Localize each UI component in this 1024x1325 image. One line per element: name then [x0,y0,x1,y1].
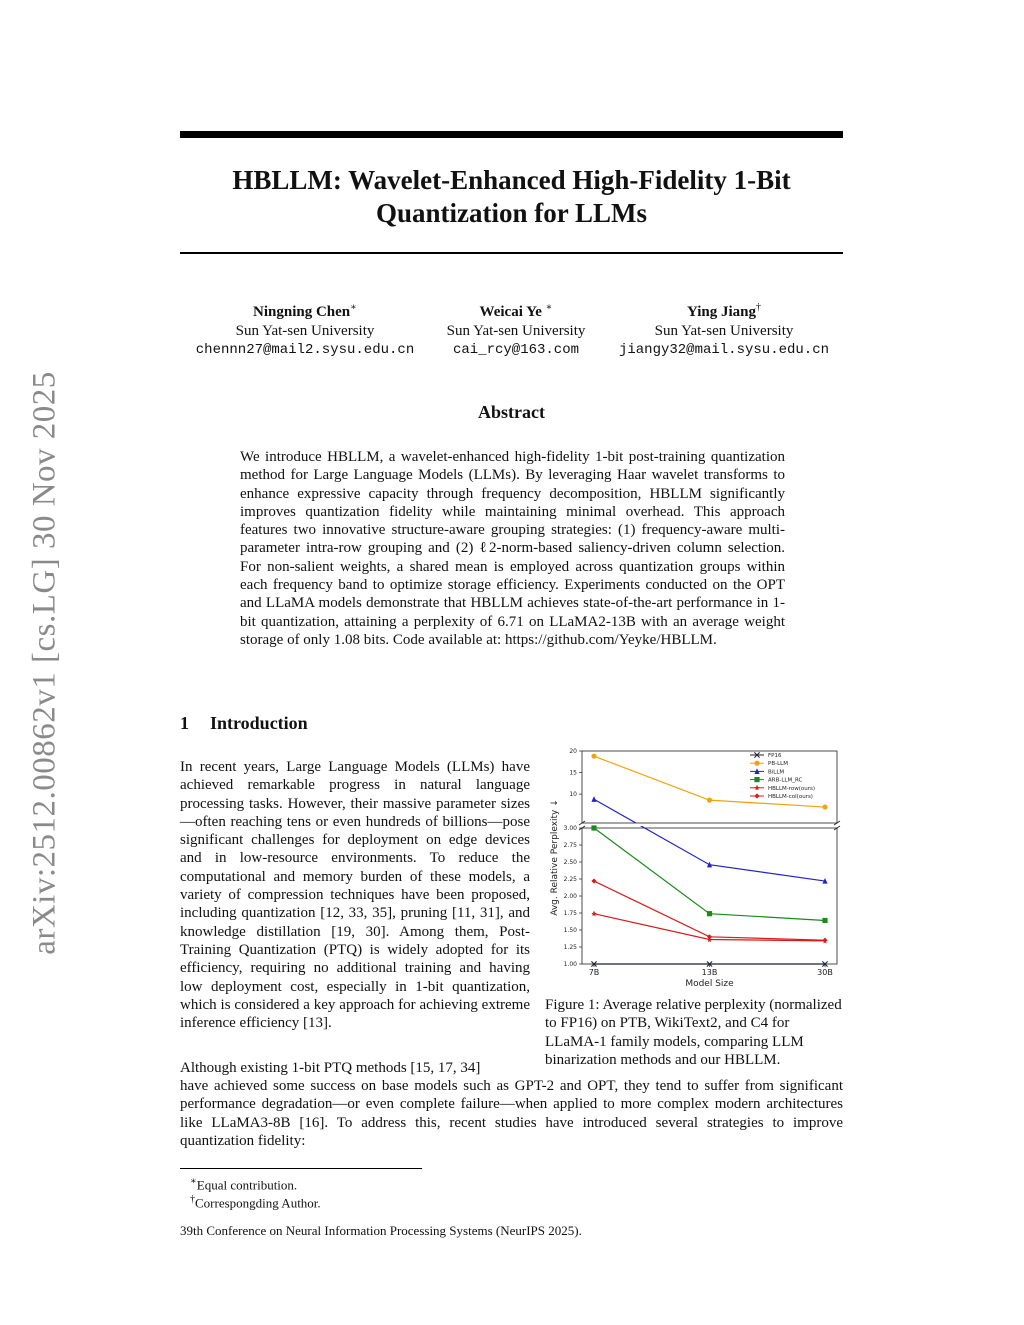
point-hbllm-col-ours-marker [591,878,596,883]
author-mark: ∗ [350,302,357,313]
author-name: Weicai Ye [479,304,542,320]
section-title: Introduction [210,713,308,733]
series-line-hbllm-col-ours [594,881,825,940]
series-hbllm-col-ours [594,881,825,940]
point-arb-llm-rc-marker [707,911,712,916]
author-email[interactable]: chennn27@mail2.sysu.edu.cn [195,342,415,358]
x-tick-label: 13B [701,968,718,977]
y-tick-label: 2.00 [563,893,577,900]
x-tick-label: 30B [817,968,833,977]
footnote-2 [190,1191,321,1211]
series-line-hbllm-col-ours [594,881,825,940]
x-axis-label: Model Size [685,979,734,989]
legend-label-hbllm-col-ours: HBLLM-col(ours) [768,794,813,800]
intro-paragraph-1: In recent years, Large Language Models (LLMs) have achieved remarkable progress in natural language processing tasks. However, their massive parameter sizes—often reaching tens or even hundreds of billions—pose significant challenges for deployment on edge devices and in low-resource environments. To reduce the computational and memory burden of these models, a variety of compression techniques have been proposed, including quantization [12, 33, 35], pruning [11, 31], and knowledge distillation [19, 30]. Among them, Post-Training Quantization (PTQ) is widely adopted for its efficiency, requiring no additional training and having low deployment cost, especially in 1-bit quantization, which is considered a key approach for achieving extreme inference efficiency [13]. [180,759,530,1032]
y-tick-label: 1.75 [563,910,577,917]
series-arb-llm-rc [594,828,825,920]
section-number: 1 [180,713,189,733]
author-name: Ningning Chen [253,304,351,320]
legend-label-pb-llm: PB-LLM [768,761,788,768]
y-tick-label: 2.50 [563,859,577,866]
title-top-rule [180,131,843,138]
perplexity-chart [545,745,843,995]
author-email[interactable]: jiangy32@mail.sysu.edu.cn [618,342,830,358]
section-heading [180,713,308,734]
venue-note: 39th Conference on Neural Information Processing Systems (NeurIPS 2025). [180,1223,582,1238]
author-affiliation: Sun Yat-sen University [235,323,375,339]
point-billm-marker [591,796,596,802]
y-tick-label: 2.25 [563,876,577,883]
y-tick-label: 10 [569,791,577,799]
series-line-arb-llm-rc [594,828,825,920]
point-hbllm-col-ours-marker [822,938,827,943]
author-affiliation: Sun Yat-sen University [446,323,586,339]
y-tick-label: 1.50 [563,927,577,934]
author-name: Ying Jiang [686,304,757,320]
footnote-mark: ∗ [190,1176,197,1187]
author-affiliation: Sun Yat-sen University [654,323,794,339]
author-mark: ∗ [545,302,553,313]
point-arb-llm-rc-marker [822,918,827,923]
footnote-rule [180,1168,422,1169]
series-line-arb-llm-rc [594,828,825,920]
y-tick-label: 1.00 [563,961,577,968]
footnote-text: Correspongding Author. [195,1195,321,1211]
legend-label-hbllm-row-ours: HBLLM-row(ours) [768,785,816,792]
paper-title: HBLLM: Wavelet-Enhanced High-Fidelity 1-Bit Quantization for LLMs [232,165,791,228]
series-billm [594,799,825,881]
footnote-mark: † [190,1194,195,1205]
author-mark: † [756,302,762,313]
point-pb-llm-marker [591,754,596,759]
title-bottom-rule [180,252,843,254]
legend-pb-llm-marker [754,761,759,766]
series-markers-hbllm-col-ours [591,878,827,942]
series-markers-billm [591,796,827,883]
point-hbllm-row-ours-marker [591,911,596,917]
legend-hbllm-row-ours-marker [754,785,759,791]
legend-hbllm-col-ours-marker [754,793,759,798]
point-pb-llm-marker [822,804,827,809]
legend [750,752,815,800]
legend-arb-llm-rc-marker [754,777,759,782]
author-1 [188,298,422,360]
figure-caption: Figure 1: Average relative perplexity (normalized to FP16) on PTB, WikiText2, and C4 for LLaMA-1 family models, comparing LLM binarization methods and our HBLLM. [545,997,842,1068]
point-pb-llm-marker [707,798,712,803]
series-hbllm-col-ours [594,881,825,940]
footnote-text: Equal contribution. [196,1177,298,1193]
author-3 [610,298,838,360]
y-tick-label: 3.00 [563,825,577,832]
intro-paragraph-2-rest: have achieved some success on base models such as GPT-2 and OPT, they tend to suffer from significant performance degradation—or even complete failure—when applied to more complex modern architectures like LLaMA3-8B [16]. To address this, recent studies have introduced several strategies to improve quantization fidelity: [180,1078,843,1149]
series-arb-llm-rc [594,828,825,920]
y-tick-label: 15 [569,769,577,777]
legend-label-billm: BiLLM [768,769,785,776]
arxiv-side-stamp [18,365,72,960]
x-tick-label: 7B [588,968,600,977]
y-tick-label: 1.25 [563,944,577,951]
series-markers-arb-llm-rc [591,825,827,923]
y-tick-label: 2.75 [563,842,577,849]
intro-paragraph-2-lead: Although existing 1-bit PTQ methods [15, 17, 34] [180,1060,481,1076]
y-tick-label: 20 [569,748,577,755]
abstract-text: We introduce HBLLM, a wavelet-enhanced high-fidelity 1-bit post-training quantization method for Large Language Models (LLMs). By leveraging Haar wavelet transforms to enhance expressive capacity through frequency decomposition, HBLLM significantly improves quantization fidelity while maintaining minimal overhead. This approach features two innovative structure-aware grouping strategies: (1) frequency-aware multi-parameter intra-row grouping and (2) ℓ2-norm-based saliency-driven column selection. For non-salient weights, a shared mean is employed across quantization groups within each frequency band to optimize storage efficiency. Experiments conducted on the OPT and LLaMA models demonstrate that HBLLM achieves state-of-the-art performance in 1-bit quantization, attaining a perplexity of 6.71 on LLaMA2-13B with an average weight storage of only 1.08 bits. Code available at: https://github.com/Yeyke/HBLLM. [240,449,785,648]
y-axis-label: Avg. Relative Perplexity ↓ [550,799,560,916]
legend-label-arb-llm-rc: ARB-LLM_RC [768,777,803,784]
abstract-heading: Abstract [478,402,545,422]
point-arb-llm-rc-marker [591,825,596,830]
series-line-billm [594,799,825,881]
author-2 [430,298,602,360]
legend-label-fp16: FP16 [768,753,782,759]
series-line-billm [594,799,825,881]
author-email[interactable]: cai_rcy@163.com [452,342,580,358]
series-billm [594,799,825,881]
arxiv-id: arXiv:2512.00862v1 [cs.LG] 30 Nov 2025 [26,370,63,955]
lower-panel-frame [582,828,837,964]
